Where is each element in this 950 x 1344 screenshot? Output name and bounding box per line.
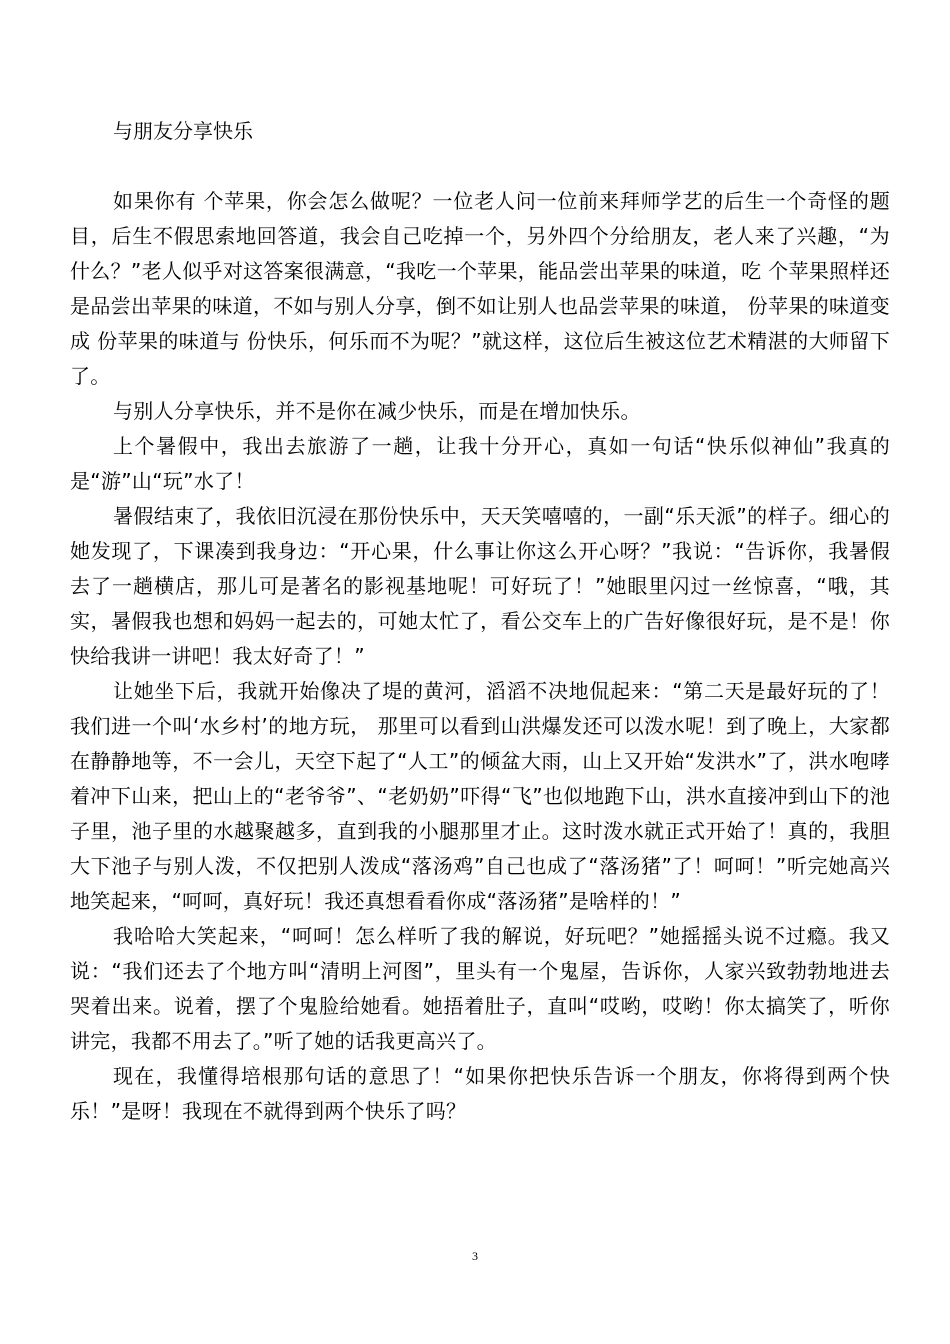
document-title: 与朋友分享快乐 bbox=[113, 119, 253, 143]
paragraph-6: 我哈哈大笑起来，“呵呵！怎么样听了我的解说，好玩吧？”她摇摇头说不过瘾。我又说：“我们还去了个地方叫“清明上河图”，里头有一个鬼屋，告诉你，人家兴致勃勃地进去哭着出来。说着，摆了个鬼脸给她看。她捂着肚子，直叫“哎哟，哎哟！你太搞笑了，听你讲完，我都不用去了。”听了她的话我更高兴了。 bbox=[70, 924, 890, 1053]
paragraph-3: 上个暑假中，我出去旅游了一趟，让我十分开心，真如一句话“快乐似神仙”我真的是“游”山“玩”水了！ bbox=[70, 434, 890, 493]
paragraph-5: 让她坐下后，我就开始像决了堤的黄河，滔滔不决地侃起来：“第二天是最好玩的了！我们进一个叫‘水乡村’的地方玩， 那里可以看到山洪爆发还可以泼水呢！到了晚上，大家都在静静地等，不一会儿，天空下起了“人工”的倾盆大雨，山上又开始“发洪水”了，洪水咆哮着冲下山来，把山上的“老爷爷”、“老奶奶”吓得“飞”也似地跑下山，洪水直接冲到山下的池子里，池子里的水越聚越多，直到我的小腿那里才止。这时泼水就正式开始了！真的，我胆大下池子与别人泼，不仅把别人泼成“落汤鸡”自己也成了“落汤猪”了！呵呵！”听完她高兴地笑起来，“呵呵，真好玩！我还真想看看你成“落汤猪”是啥样的！” bbox=[70, 679, 890, 913]
paragraph-1: 如果你有 个苹果，你会怎么做呢？一位老人问一位前来拜师学艺的后生一个奇怪的题目，后生不假思索地回答道，我会自己吃掉一个，另外四个分给朋友，老人来了兴趣，“为什么？”老人似乎对这答案很满意，“我吃一个苹果，能品尝出苹果的味道，吃 个苹果照样还是品尝出苹果的味道，不如与别人分享，倒不如让别人也品尝苹果的味道， 份苹果的味道变成 份苹果的味道与 份快乐，何乐而不为呢？”就这样，这位后生被这位艺术精湛的大师留下了。 bbox=[70, 189, 890, 388]
paragraph-2: 与别人分享快乐，并不是你在减少快乐，而是在增加快乐。 bbox=[113, 399, 641, 423]
paragraph-4: 暑假结束了，我依旧沉浸在那份快乐中，天天笑嘻嘻的，一副“乐天派”的样子。细心的她发现了，下课凑到我身边：“开心果，什么事让你这么开心呀？”我说：“告诉你，我暑假去了一趟横店，那儿可是著名的影视基地呢！可好玩了！”她眼里闪过一丝惊喜，“哦，其实，暑假我也想和妈妈一起去的，可她太忙了，看公交车上的广告好像很好玩，是不是！你快给我讲一讲吧！我太好奇了！” bbox=[70, 504, 890, 668]
page-number: 3 bbox=[472, 1249, 478, 1263]
paragraph-7: 现在，我懂得培根那句话的意思了！“如果你把快乐告诉一个朋友，你将得到两个快乐！”是呀！我现在不就得到两个快乐了吗？ bbox=[70, 1064, 890, 1123]
document-body bbox=[70, 184, 890, 1129]
